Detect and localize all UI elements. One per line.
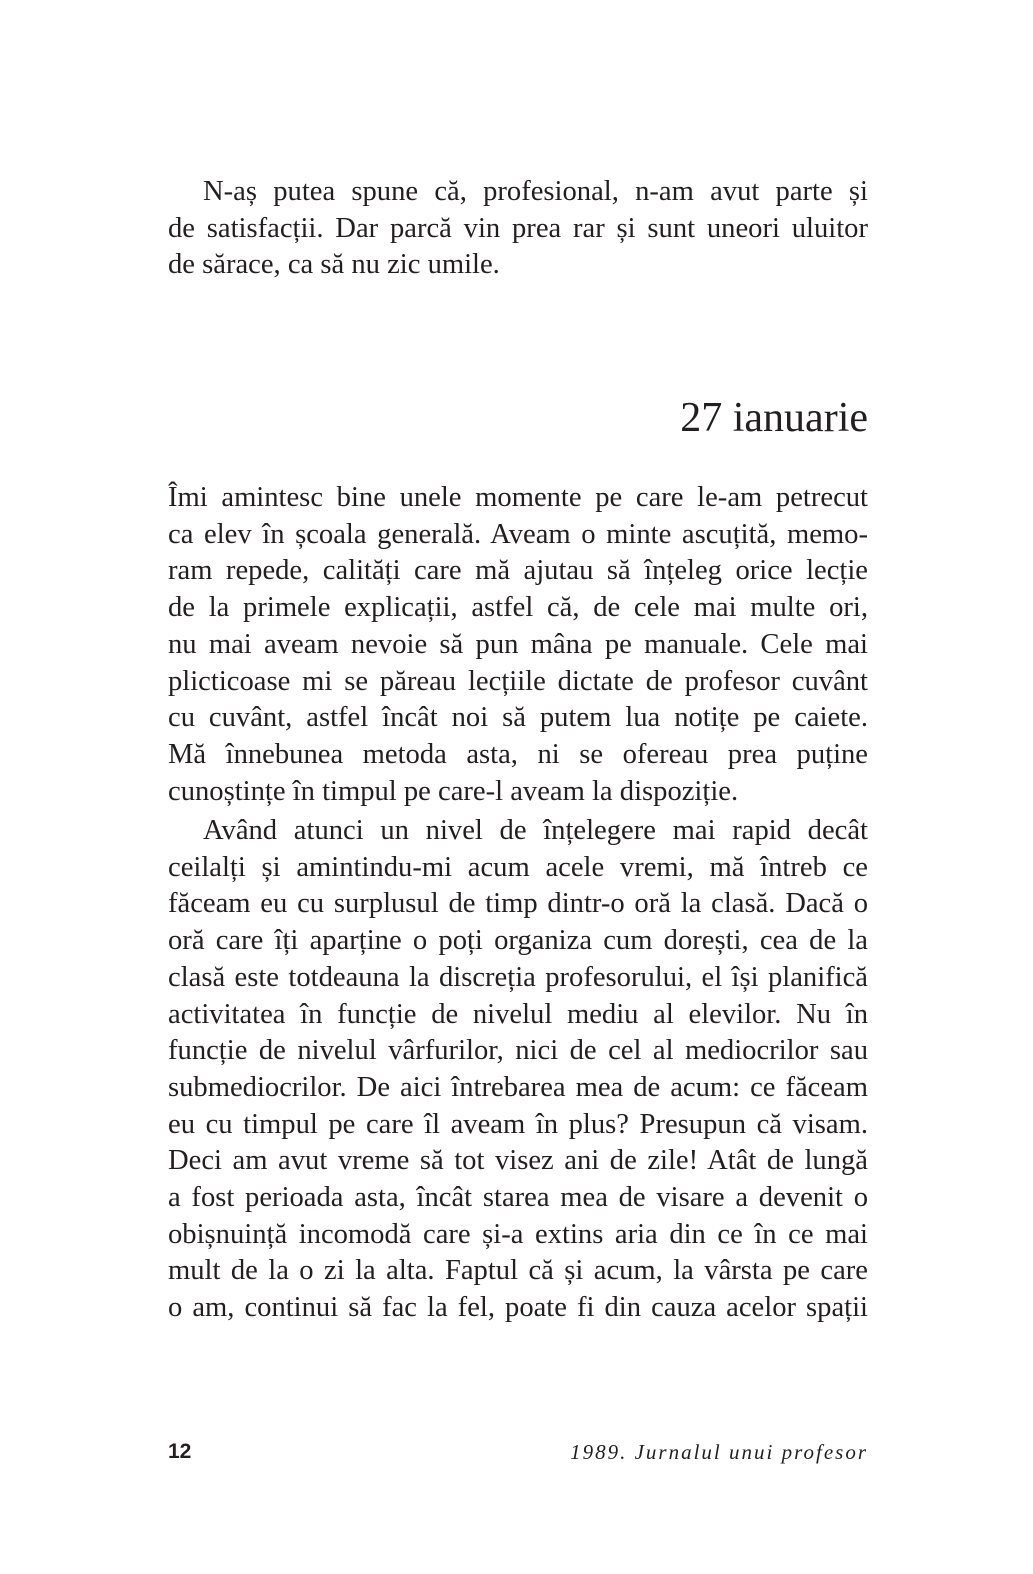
text-line: a fost perioada asta, încât starea mea de visare a devenit o	[168, 1182, 868, 1214]
text-line: Îmi amintesc bine unele momente pe care le-am petrecut	[168, 482, 868, 513]
text-line: ram repede, calități care mă ajutau să înțeleg orice lecție	[168, 555, 868, 587]
text-line: oră care îți aparține o poți organiza cum dorești, cea de la	[168, 925, 868, 957]
intro-paragraph	[168, 174, 868, 284]
text-line: clasă este totdeauna la discreția profesorului, el își planifică	[168, 961, 868, 993]
text-line: submediocrilor. De aici întrebarea mea de acum: ce făceam	[168, 1071, 868, 1103]
page-number: 12	[168, 1440, 192, 1463]
text-line: de la primele explicații, astfel că, de cele mai multe ori,	[168, 592, 868, 624]
text-line: Deci am avut vreme să tot visez ani de zile! Atât de lungă	[168, 1145, 868, 1177]
text-line: cunoștințe în timpul pe care-l aveam la dispoziție.	[168, 775, 739, 807]
entry-date-heading: 27 ianuarie	[680, 395, 868, 441]
text-line: cu cuvânt, astfel încât noi să putem lua notițe pe caiete.	[168, 702, 868, 734]
running-footer-title: 1989. Jurnalul unui profesor	[570, 1440, 868, 1464]
text-line: N-aș putea spune că, profesional, n-am avut parte și	[203, 176, 868, 207]
text-line: mult de la o zi la alta. Faptul că și acum, la vârsta pe care	[168, 1255, 868, 1287]
text-line: eu cu timpul pe care îl aveam în plus? Presupun că visam.	[168, 1108, 868, 1140]
text-line: plicticoase mi se păreau lecțiile dictate de profesor cuvânt	[168, 665, 868, 697]
text-line: o am, continui să fac la fel, poate fi din cauza acelor spații	[168, 1292, 868, 1324]
text-line: Mă înnebunea metoda asta, ni se ofereau prea puține	[168, 738, 868, 770]
text-line: făceam eu cu surplusul de timp dintr-o oră la clasă. Dacă o	[168, 888, 868, 920]
text-line: ca elev în școala generală. Aveam o minte ascuțită, memo-	[168, 518, 868, 550]
entry-paragraph-1	[168, 480, 868, 810]
text-line: funcție de nivelul vârfurilor, nici de cel al mediocrilor sau	[168, 1035, 868, 1067]
text-line: Având atunci un nivel de înțelegere mai rapid decât	[203, 815, 868, 846]
text-line: de sărace, ca să nu zic umile.	[168, 249, 500, 281]
text-line: de satisfacții. Dar parcă vin prea rar și sunt uneori uluitor	[168, 212, 868, 244]
entry-paragraph-2	[168, 813, 868, 1327]
text-line: nu mai aveam nevoie să pun mâna pe manuale. Cele mai	[168, 628, 868, 660]
text-line: activitatea în funcție de nivelul mediu al elevilor. Nu în	[168, 998, 868, 1030]
text-line: ceilalți și amintindu-mi acum acele vremi, mă întreb ce	[168, 851, 868, 883]
text-line: obișnuință incomodă care și-a extins aria din ce în ce mai	[168, 1218, 868, 1250]
